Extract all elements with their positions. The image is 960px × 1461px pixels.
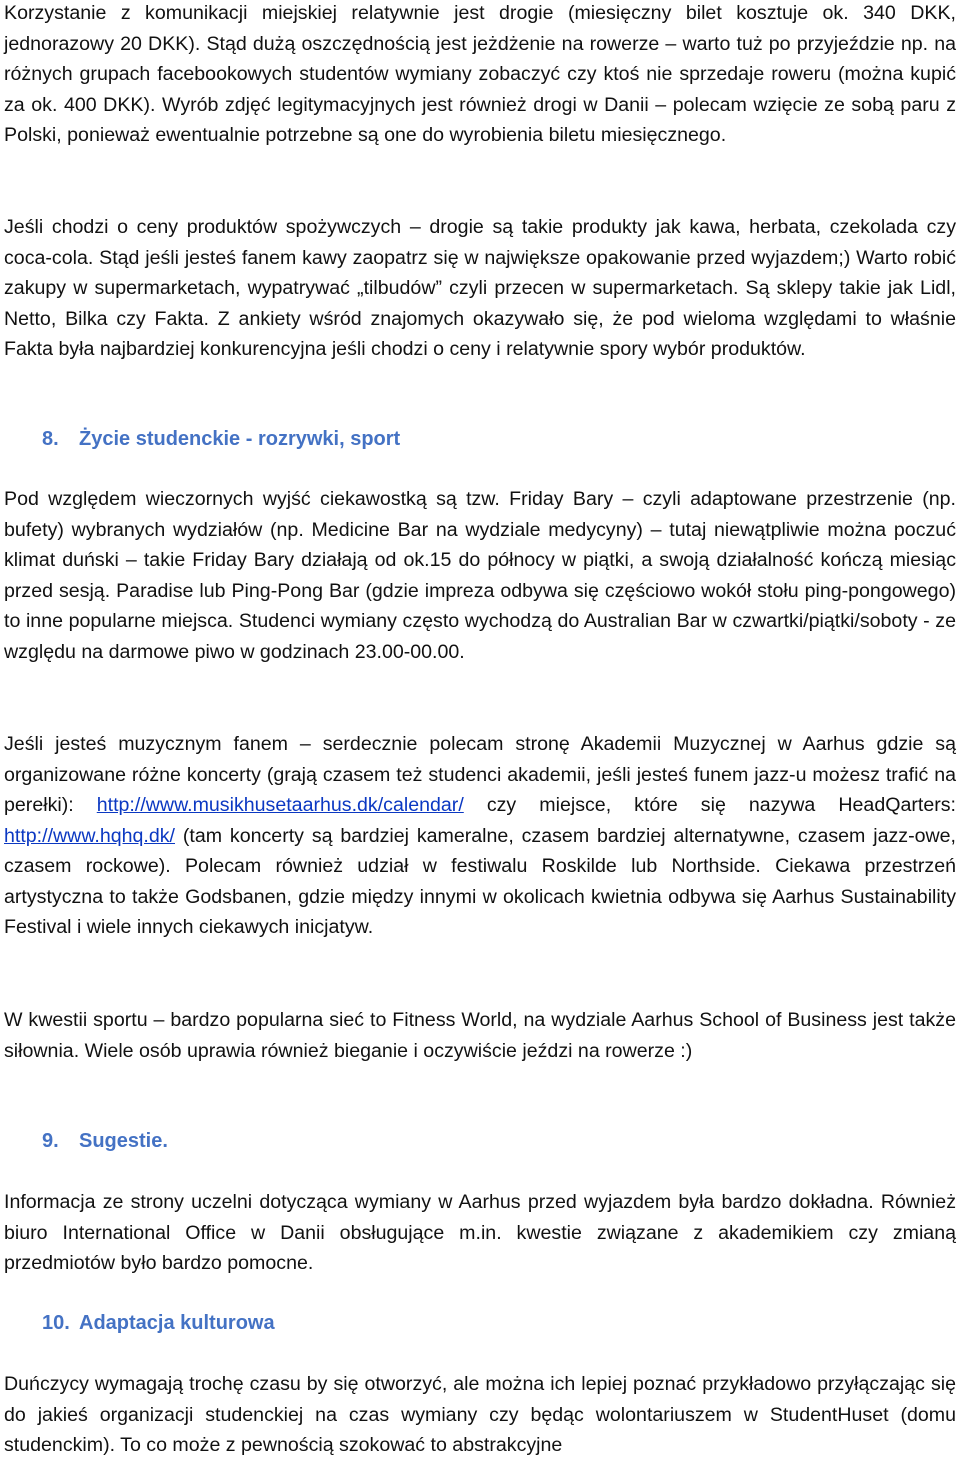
section-number: 8. [42,428,59,450]
musikhuset-link[interactable]: http://www.musikhusetaarhus.dk/calendar/ [96,794,464,816]
paragraph-suggestions: Informacja ze strony uczelni dotycząca wymiany w Aarhus przed wyjazdem była bardzo dokładna. Również biuro International Office w Danii obsługujące m.in. kwestie związane z akademikiem czy zmianą przedmiotów było bardzo pomocne. [4,1191,956,1274]
paragraph-music [4,729,956,943]
section-heading-9 [42,1126,168,1156]
paragraph-adaptation: Duńczycy wymagają trochę czasu by się otworzyć, ale można ich lepiej poznać przykładowo przyłączając się do jakieś organizacji studenckiej na czas wymiany czy będąc wolontariuszem w StudentHuset (domu studenckim). To co może z pewnością szokować to abstrakcyjne [4,1373,956,1456]
section-heading-10 [42,1308,275,1338]
paragraph-text: (tam koncerty są bardziej kameralne, czasem bardziej alternatywne, czasem jazz-owe, czasem rockowe). Polecam również udział w festiwalu Roskilde lub Northside. Ciekawa przestrzeń artystyczna to także Godsbanen, gdzie między innymi w okolicach kwietnia odbywa się Aarhus Sustainability Festival i wiele innych ciekawych inicjatyw. [4,824,956,938]
paragraph-text: Jeśli jesteś muzycznym fanem – serdecznie polecam stronę Akademii Muzycznej w Aarhus gdzie są organizowane różne koncerty (grają czasem też studenci akademii, jeśli jesteś funem jazz-u możesz trafić na perełki): [4,733,956,816]
paragraph-text: czy miejsce, które się nazywa HeadQarters: [463,794,956,816]
section-title: Sugestie. [79,1130,168,1152]
paragraph-sport: W kwestii sportu – bardzo popularna sieć to Fitness World, na wydziale Aarhus School of Business jest także siłownia. Wiele osób uprawia również bieganie i oczywiście jeździ na rowerze :) [4,1009,956,1062]
section-title: Życie studenckie - rozrywki, sport [79,428,401,450]
paragraph-groceries: Jeśli chodzi o ceny produktów spożywczych – drogie są takie produkty jak kawa, herbata, czekolada czy coca-cola. Stąd jeśli jesteś fanem kawy zaopatrz się w największe opakowanie przed wyjazdem;) Warto robić zakupy w supermarketach, wypatrywać „tilbudów” czyli przecen w supermarketach. Są sklepy takie jak Lidl, Netto, Bilka czy Fakta. Z ankiety wśród znajomych okazywało się, że pod wieloma względami to właśnie Fakta była najbardziej konkurencyjna jeśli chodzi o ceny i relatywnie spory wybór produktów. [4,216,956,360]
paragraph-transport: Korzystanie z komunikacji miejskiej relatywnie jest drogie (miesięczny bilet kosztuje ok. 340 DKK, jednorazowy 20 DKK). Stąd dużą oszczędnością jest jeżdżenie na rowerze – warto tuż po przyjeździe np. na różnych grupach facebookowych studentów wymiany zobaczyć czy ktoś nie sprzedaje roweru (można kupić za ok. 400 DKK). Wyrób zdjęć legitymacyjnych jest również drogi w Danii – polecam wzięcie ze sobą paru z Polski, ponieważ ewentualnie potrzebne są one do wyrobienia biletu miesięcznego. [4,2,956,146]
section-heading-8 [42,424,400,454]
section-number: 10. [42,1312,70,1334]
section-number: 9. [42,1130,59,1152]
section-title: Adaptacja kulturowa [79,1312,275,1334]
headqarters-link[interactable]: http://www.hqhq.dk/ [4,824,175,847]
paragraph-nightlife: Pod względem wieczornych wyjść ciekawostką są tzw. Friday Bary – czyli adaptowane przestrzenie (np. bufety) wybranych wydziałów (np. Medicine Bar na wydziale medycyny) – tutaj niewątpliwie można poczuć klimat duński – takie Friday Bary działają od ok.15 do północy w piątki, a swoją działalność kończą miesiąc przed sesją. Paradise lub Ping-Pong Bar (gdzie impreza odbywa się częściowo wokół stołu ping-pongowego) to inne popularne miejsca. Studenci wymiany często wychodzą do Australian Bar w czwartki/piątki/soboty - ze względu na darmowe piwo w godzinach 23.00-00.00. [4,488,956,663]
